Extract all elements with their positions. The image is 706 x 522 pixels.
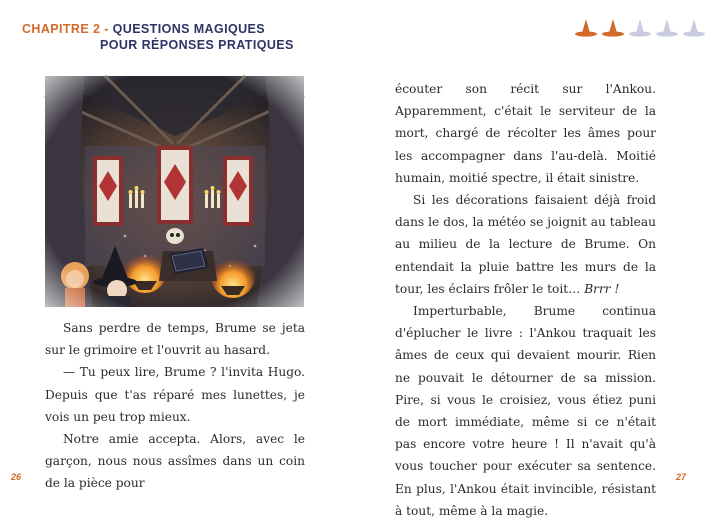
paragraph: Imperturbable, Brume continua d'éplucher le livre : l'Ankou traquait les âmes de ceux qui devaient mourir. Rien ne pouvait le détourner de sa mission. Pire, si vous le croisiez, vous étiez puni de mort immédiate, même si ce n'était pas encore votre heure ! Il n'avait qu'à vous toucher pour exécuter sa sentence. En plus, l'Ankou était invincible, résistant à tout, même à la magie.	[395, 304, 656, 518]
tower-room-illustration	[45, 76, 304, 307]
chapter-label: CHAPITRE 2 -	[22, 22, 109, 36]
left-page-text	[45, 317, 305, 495]
paragraph	[395, 189, 656, 300]
paragraph-text: Si les décorations faisaient déjà froid dans le dos, la météo se joignit au tableau au milieu de la lecture de Brume. On entendait la pluie battre les murs de la tour, les éclairs frôler le toit…	[395, 193, 656, 296]
paragraph: écouter son récit sur l'Ankou. Apparemment, c'était le serviteur de la mort, chargé de récolter les âmes pour les accompagner dans l'au-delà. Moitié humain, moitié spectre, il était sinistre.	[395, 82, 656, 185]
paragraph: Notre amie accepta. Alors, avec le garçon, nous nous assîmes dans un coin de la pièce pour	[45, 432, 305, 491]
witch-hat-icon	[682, 18, 706, 38]
page-number-left: 26	[11, 472, 22, 482]
witch-hat-icon	[628, 18, 652, 38]
witch-hat-icon	[655, 18, 679, 38]
paragraph: Sans perdre de temps, Brume se jeta sur le grimoire et l'ouvrit au hasard.	[45, 321, 305, 358]
chapter-title-line1: QUESTIONS MAGIQUES	[112, 22, 265, 36]
witch-hat-icon	[574, 18, 598, 38]
right-page-text	[395, 78, 656, 522]
chapter-title-line2: POUR RÉPONSES PRATIQUES	[100, 38, 294, 52]
witch-hat-icon	[601, 18, 625, 38]
chapter-title	[22, 21, 294, 53]
paragraph: — Tu peux lire, Brume ? l'invita Hugo. Depuis que t'as réparé mes lunettes, je vois un peu trop mieux.	[45, 365, 305, 424]
difficulty-hats	[574, 18, 706, 38]
exclamation: Brrr !	[584, 281, 620, 296]
page-number-right: 27	[676, 472, 687, 482]
